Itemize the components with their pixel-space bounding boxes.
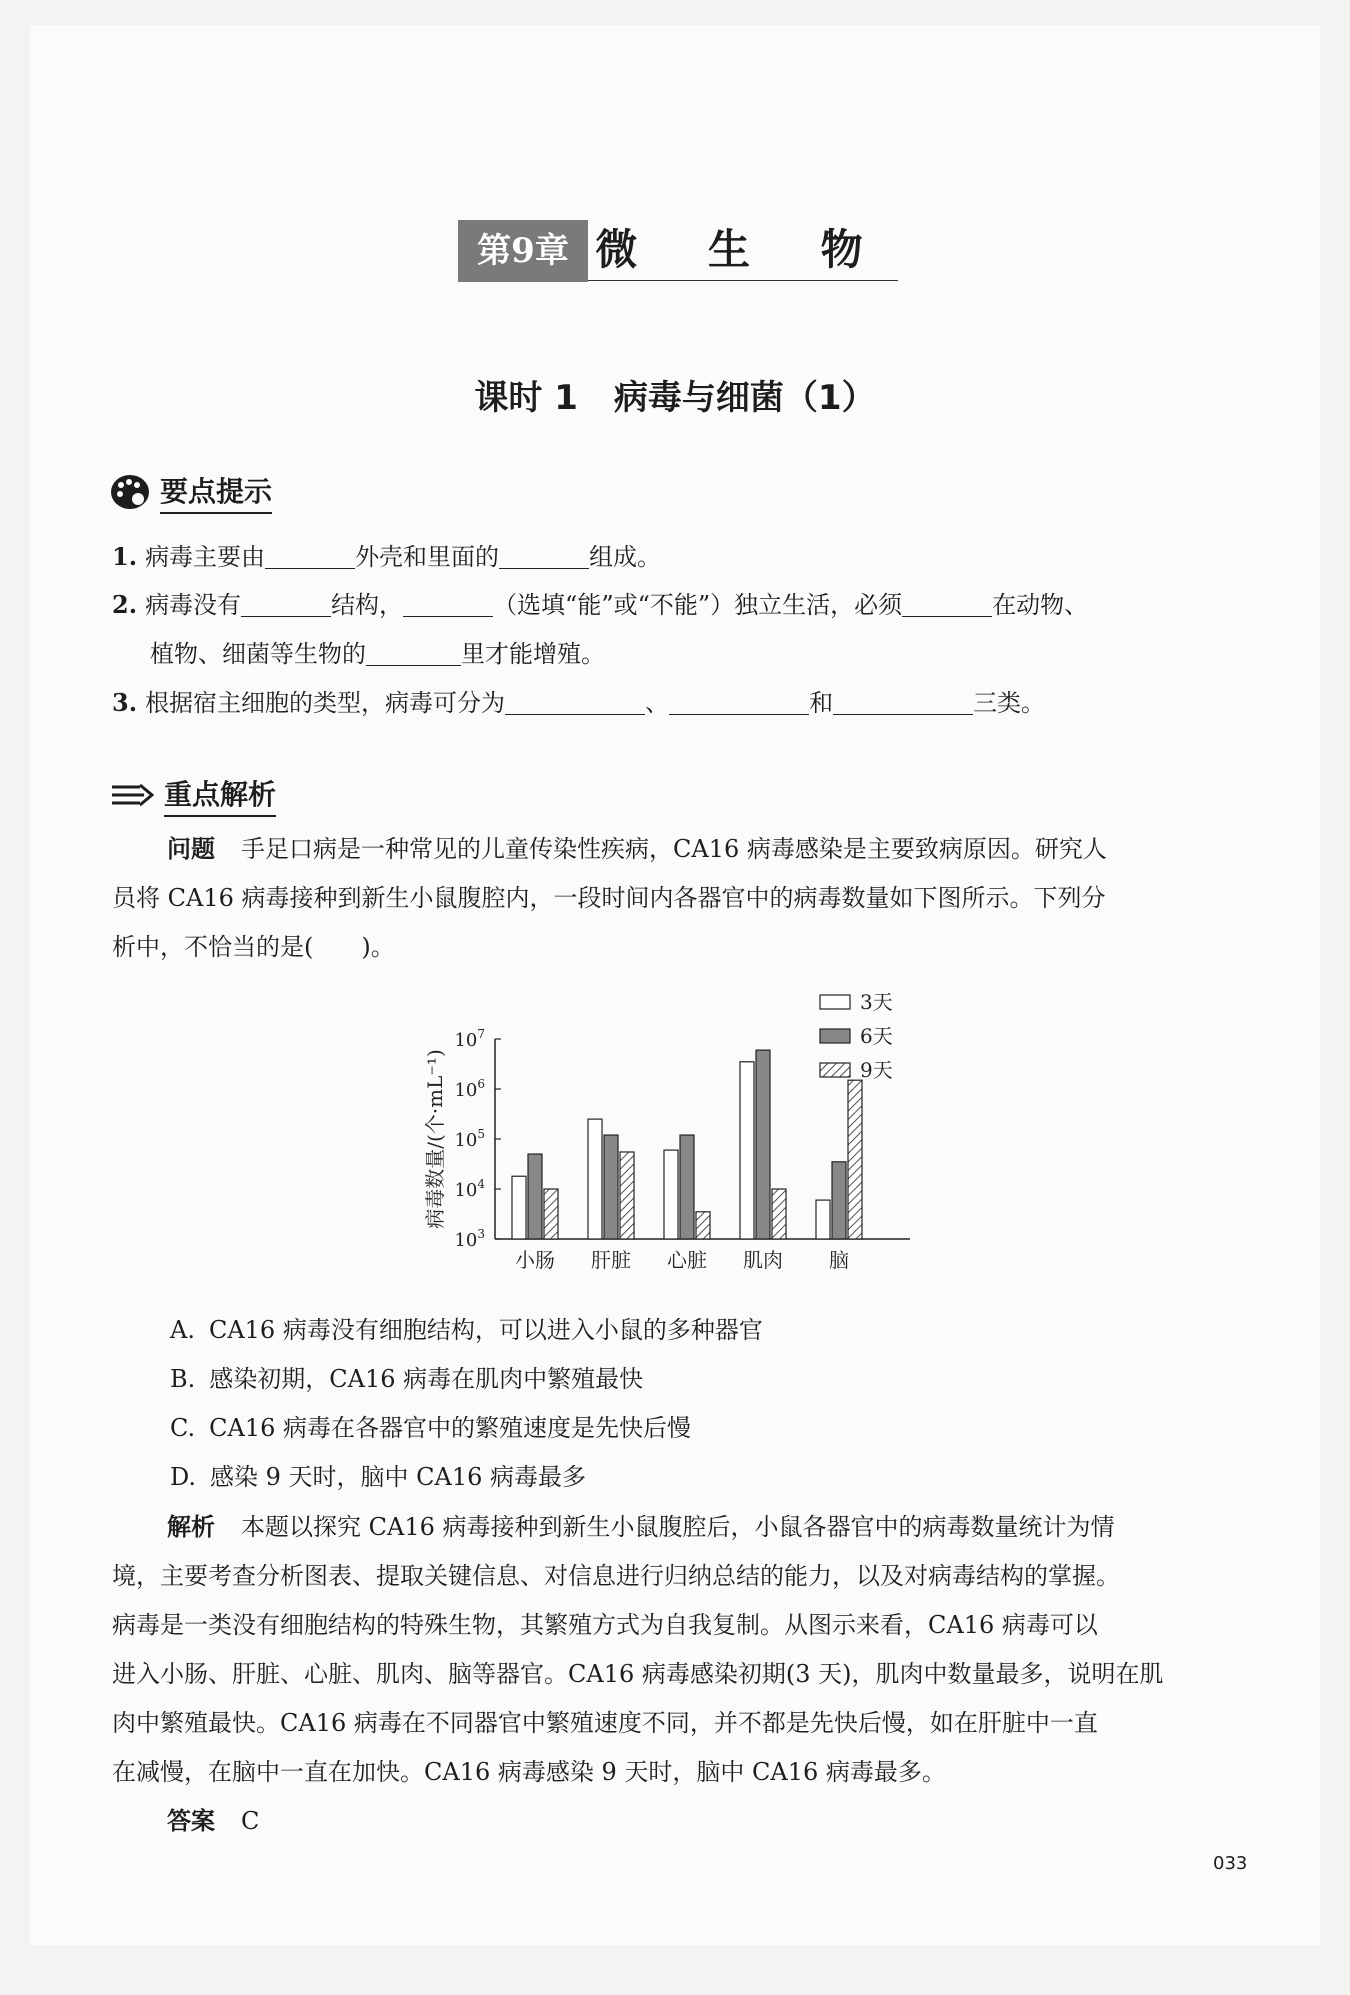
fill-blank[interactable] (902, 590, 992, 617)
virus-count-chart (390, 983, 950, 1273)
x-tick-label: 肝脏 (591, 1248, 631, 1272)
item-text: 结构， (331, 591, 404, 619)
option-text: CA16 病毒在各器官中的繁殖速度是先快后慢 (209, 1414, 692, 1442)
question-line: 员将 CA16 病毒接种到新生小鼠腹腔内，一段时间内各器官中的病毒数量如下图所示。下列分 (112, 884, 1106, 912)
explanation-line: 肉中繁殖最快。CA16 病毒在不同器官中繁殖速度不同，并不都是先快后慢，如在肝脏中一直 (112, 1709, 1098, 1737)
lines-arrow-icon (110, 780, 154, 810)
key-point-2 (112, 581, 1272, 629)
option-text: CA16 病毒没有细胞结构，可以进入小鼠的多种器官 (208, 1316, 763, 1344)
item-number: 1. (112, 542, 138, 571)
legend-label: 9天 (860, 1058, 893, 1082)
bar-9天-脑 (848, 1080, 862, 1239)
item-text: 外壳和里面的 (355, 543, 500, 571)
analysis-heading (110, 775, 276, 815)
bar-3天-肌肉 (740, 1062, 754, 1239)
question-line: 析中，不恰当的是( )。 (112, 933, 395, 961)
explanation-line: 境，主要考查分析图表、提取关键信息、对信息进行归纳总结的能力，以及对病毒结构的掌握。 (112, 1562, 1120, 1590)
x-tick-label: 小肠 (515, 1248, 555, 1272)
y-tick-label: $10^6$ (454, 1077, 485, 1101)
item-text: 根据宿主细胞的类型，病毒可分为 (145, 689, 506, 717)
y-axis-label: 病毒数量/(个·mL⁻¹) (423, 1049, 447, 1229)
key-point-1 (112, 533, 1272, 581)
bar-9天-肌肉 (772, 1189, 786, 1239)
fill-blank[interactable] (505, 688, 645, 715)
item-number: 3. (112, 688, 138, 717)
question-text (112, 825, 1272, 972)
fill-blank[interactable] (499, 542, 589, 569)
explanation-line: 在减慢，在脑中一直在加快。CA16 病毒感染 9 天时，脑中 CA16 病毒最多。 (112, 1758, 946, 1786)
bar-6天-心脏 (680, 1135, 694, 1239)
bar-9天-肝脏 (620, 1152, 634, 1239)
option-text: 感染 9 天时，脑中 CA16 病毒最多 (210, 1463, 587, 1491)
lesson-number: 课时 1 (474, 378, 578, 418)
x-tick-label: 肌肉 (743, 1248, 783, 1272)
item-text: 在动物、 (992, 591, 1089, 619)
bar-3天-心脏 (664, 1150, 678, 1239)
answer-value: C (241, 1807, 260, 1835)
key-point-3 (112, 679, 1272, 727)
key-point-2-cont (150, 630, 1270, 678)
item-text: 里才能增殖。 (461, 640, 605, 668)
fill-blank[interactable] (403, 590, 493, 617)
explanation-line: 本题以探究 CA16 病毒接种到新生小鼠腹腔后，小鼠各器官中的病毒数量统计为情 (241, 1513, 1115, 1541)
option-a[interactable] (170, 1310, 763, 1350)
item-text: 、 (645, 689, 670, 717)
lesson-title (30, 370, 1320, 419)
explanation-text (112, 1503, 1272, 1846)
y-tick-label: $10^5$ (454, 1127, 485, 1151)
bar-3天-小肠 (512, 1176, 526, 1239)
option-c[interactable] (170, 1408, 691, 1448)
chapter-title: 微 生 物 (588, 220, 898, 281)
legend-swatch (820, 1029, 850, 1043)
item-text: 和 (809, 689, 834, 717)
palette-icon (110, 473, 150, 511)
page-number: 033 (1213, 1853, 1248, 1874)
fill-blank[interactable] (366, 639, 461, 666)
fill-blank[interactable] (241, 590, 331, 617)
legend-swatch (820, 995, 850, 1009)
item-text: 病毒主要由 (145, 543, 266, 571)
option-text: 感染初期，CA16 病毒在肌肉中繁殖最快 (209, 1365, 644, 1393)
y-tick-label: $10^3$ (454, 1227, 485, 1251)
bar-6天-肝脏 (604, 1135, 618, 1239)
question-line: 手足口病是一种常见的儿童传染性疾病，CA16 病毒感染是主要致病原因。研究人 (241, 835, 1107, 863)
item-text: 植物、细菌等生物的 (150, 640, 366, 668)
item-text: （选填“能”或“不能”）独立生活，必须 (493, 591, 903, 619)
fill-blank[interactable] (265, 542, 355, 569)
explanation-line: 病毒是一类没有细胞结构的特殊生物，其繁殖方式为自我复制。从图示来看，CA16 病毒可以 (112, 1611, 1098, 1639)
item-number: 2. (112, 590, 138, 619)
chapter-number: 第9章 (458, 220, 588, 282)
item-text: 组成。 (589, 543, 662, 571)
chapter-header (458, 220, 898, 282)
explanation-line: 进入小肠、肝脏、心脏、肌肉、脑等器官。CA16 病毒感染初期(3 天)，肌肉中数量最多，说明在肌 (112, 1660, 1164, 1688)
y-tick-label: $10^4$ (454, 1177, 485, 1201)
option-d[interactable] (170, 1457, 586, 1497)
legend-label: 3天 (860, 990, 893, 1014)
bar-9天-心脏 (696, 1212, 710, 1239)
bar-6天-肌肉 (756, 1050, 770, 1239)
legend-label: 6天 (860, 1024, 893, 1048)
key-points-heading (110, 472, 272, 512)
question-lead: 问题 (167, 835, 215, 863)
y-tick-label: $10^7$ (454, 1027, 485, 1051)
answer-lead: 答案 (167, 1807, 215, 1835)
item-text: 病毒没有 (145, 591, 242, 619)
option-key: D. (170, 1463, 197, 1491)
option-key: A. (170, 1316, 195, 1344)
key-points-label: 要点提示 (160, 470, 272, 514)
bar-3天-脑 (816, 1200, 830, 1239)
lesson-name: 病毒与细菌（1） (613, 378, 876, 418)
fill-blank[interactable] (833, 688, 973, 715)
option-key: B. (170, 1365, 196, 1393)
option-key: C. (170, 1414, 196, 1442)
x-tick-label: 心脏 (667, 1248, 707, 1272)
x-tick-label: 脑 (829, 1248, 849, 1272)
legend-swatch (820, 1063, 850, 1077)
fill-blank[interactable] (669, 688, 809, 715)
analysis-label: 重点解析 (164, 773, 276, 817)
explanation-lead: 解析 (167, 1513, 215, 1541)
option-b[interactable] (170, 1359, 643, 1399)
bar-9天-小肠 (544, 1189, 558, 1239)
item-text: 三类。 (973, 689, 1046, 717)
bar-6天-小肠 (528, 1154, 542, 1239)
bar-6天-脑 (832, 1162, 846, 1239)
bar-3天-肝脏 (588, 1119, 602, 1239)
page (30, 25, 1320, 1945)
